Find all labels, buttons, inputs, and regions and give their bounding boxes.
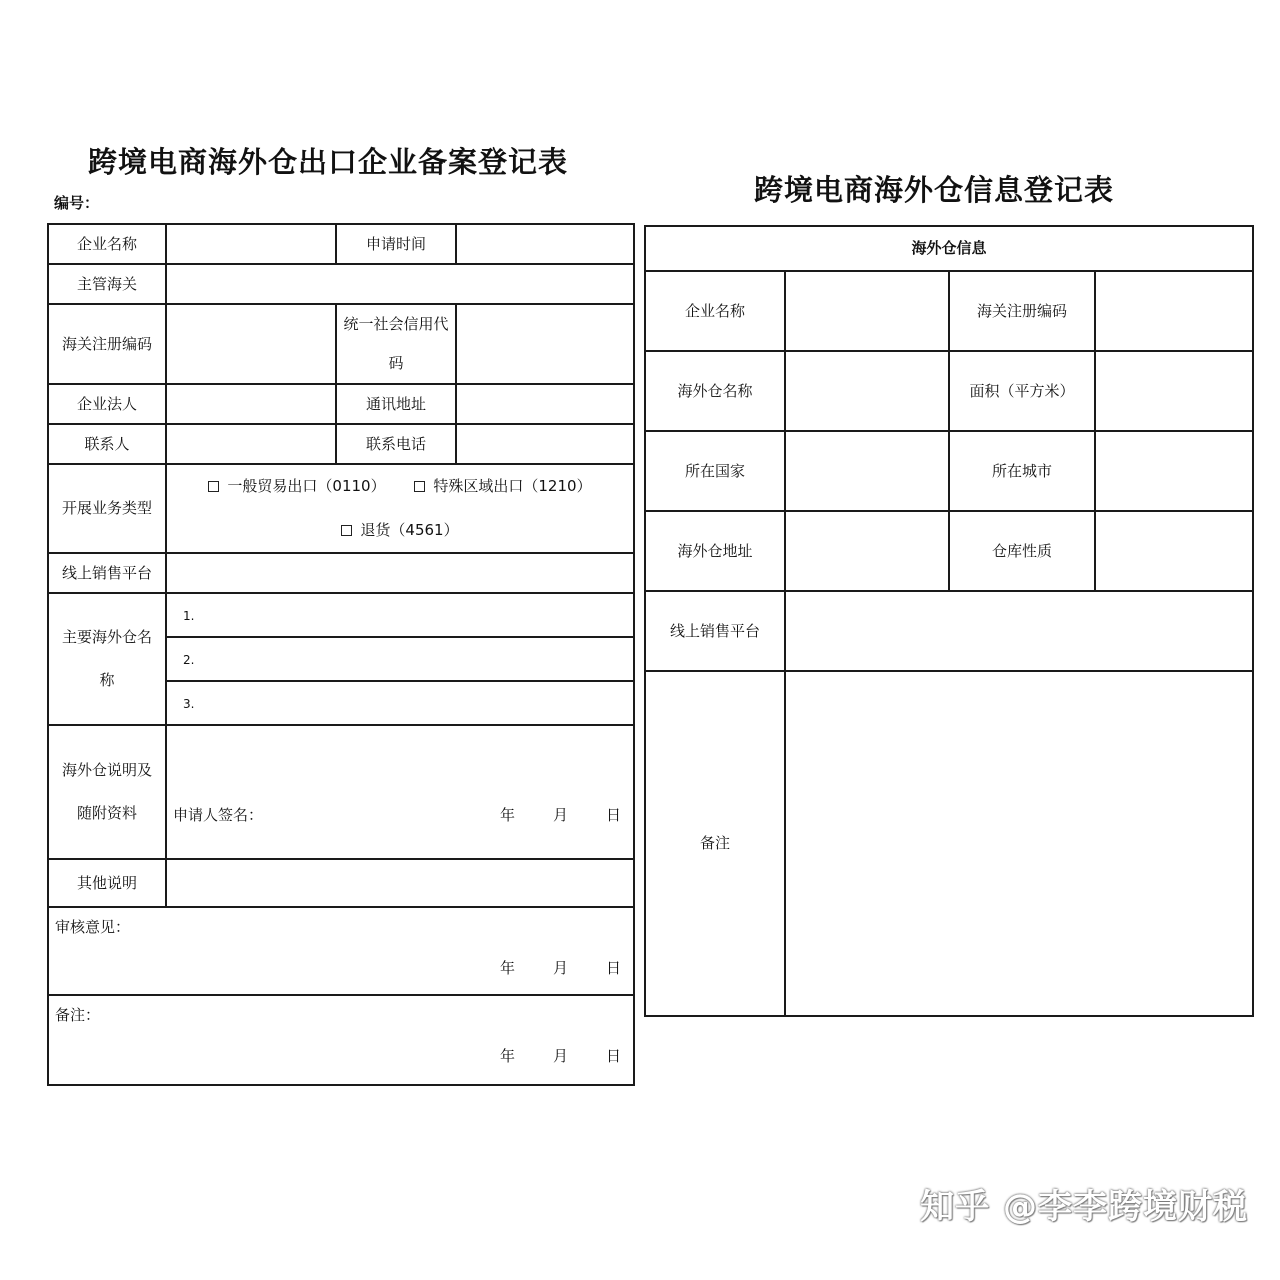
warehouse-info-header: 海外仓信息: [645, 226, 1253, 271]
phone-field[interactable]: [456, 424, 634, 464]
serial-number-label: 编号：: [54, 194, 100, 212]
address-field[interactable]: [456, 384, 634, 424]
review-date: 年 月 日: [499, 958, 621, 977]
legal-person-field[interactable]: [166, 384, 336, 424]
contact-field[interactable]: [166, 424, 336, 464]
company-name-field[interactable]: [166, 224, 336, 264]
applicant-sign-label: 申请人签名：: [173, 805, 264, 824]
warehouse-field-1[interactable]: 1.: [166, 593, 634, 637]
business-type-options: [166, 464, 634, 553]
warehouse-name-label: 海外仓名称: [645, 351, 785, 431]
country-label: 所在国家: [645, 431, 785, 511]
warehouse-desc-label: 海外仓说明及随附资料: [48, 725, 166, 859]
left-form-title: 跨境电商海外仓出口企业备案登记表: [88, 145, 569, 179]
customs-label: 主管海关: [48, 264, 166, 304]
country-field[interactable]: [785, 431, 949, 511]
warehouse-nature-label: 仓库性质: [949, 511, 1095, 591]
checkbox-icon: [208, 481, 219, 492]
city-label: 所在城市: [949, 431, 1095, 511]
review-opinion-field[interactable]: [48, 907, 634, 995]
phone-label: 联系电话: [336, 424, 456, 464]
right-form-title: 跨境电商海外仓信息登记表: [754, 173, 1115, 207]
remarks-field[interactable]: [48, 995, 634, 1085]
warehouse-address-label: 海外仓地址: [645, 511, 785, 591]
main-warehouse-label: 主要海外仓名称: [48, 593, 166, 725]
left-form-table: [47, 223, 635, 1086]
warehouse-address-field[interactable]: [785, 511, 949, 591]
contact-label: 联系人: [48, 424, 166, 464]
other-desc-field[interactable]: [166, 859, 634, 907]
remarks-date: 年 月 日: [499, 1046, 621, 1065]
customs-reg-code-label: 海关注册编码: [48, 304, 166, 384]
warehouse-name-field[interactable]: [785, 351, 949, 431]
checkbox-icon: [341, 525, 352, 536]
area-field[interactable]: [1095, 351, 1253, 431]
watermark: 知乎 @李李跨境财税: [920, 1187, 1248, 1227]
sign-date: 年 月 日: [499, 805, 621, 824]
platform-label: 线上销售平台: [48, 553, 166, 593]
right-form-table: [644, 225, 1254, 1017]
option-special-zone[interactable]: 特殊区域出口（1210）: [414, 465, 591, 509]
review-opinion-label: 审核意见：: [55, 918, 131, 936]
r-platform-field[interactable]: [785, 591, 1253, 671]
apply-time-label: 申请时间: [336, 224, 456, 264]
customs-field[interactable]: [166, 264, 634, 304]
area-label: 面积（平方米）: [949, 351, 1095, 431]
other-desc-label: 其他说明: [48, 859, 166, 907]
r-platform-label: 线上销售平台: [645, 591, 785, 671]
customs-reg-code-field[interactable]: [166, 304, 336, 384]
legal-person-label: 企业法人: [48, 384, 166, 424]
city-field[interactable]: [1095, 431, 1253, 511]
r-customs-reg-code-field[interactable]: [1095, 271, 1253, 351]
platform-field[interactable]: [166, 553, 634, 593]
credit-code-field[interactable]: [456, 304, 634, 384]
option-return[interactable]: 退货（4561）: [341, 509, 458, 553]
warehouse-desc-field[interactable]: [166, 725, 634, 859]
option-general-trade[interactable]: 一般贸易出口（0110）: [208, 465, 385, 509]
business-type-label: 开展业务类型: [48, 464, 166, 553]
r-remarks-field[interactable]: [785, 671, 1253, 1016]
r-company-name-field[interactable]: [785, 271, 949, 351]
checkbox-icon: [414, 481, 425, 492]
company-name-label: 企业名称: [48, 224, 166, 264]
warehouse-nature-field[interactable]: [1095, 511, 1253, 591]
apply-time-field[interactable]: [456, 224, 634, 264]
credit-code-label: 统一社会信用代码: [336, 304, 456, 384]
address-label: 通讯地址: [336, 384, 456, 424]
warehouse-field-2[interactable]: 2.: [166, 637, 634, 681]
r-remarks-label: 备注: [645, 671, 785, 1016]
r-customs-reg-code-label: 海关注册编码: [949, 271, 1095, 351]
r-company-name-label: 企业名称: [645, 271, 785, 351]
remarks-label: 备注：: [55, 1006, 101, 1024]
warehouse-field-3[interactable]: 3.: [166, 681, 634, 725]
